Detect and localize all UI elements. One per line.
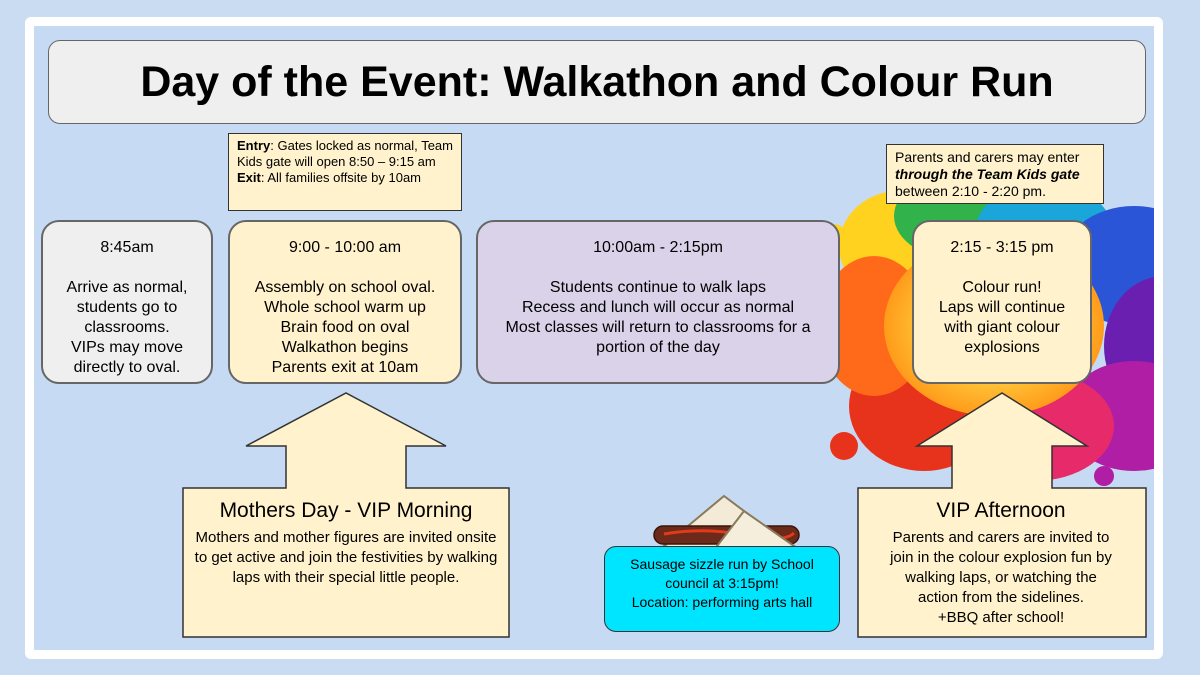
card-line: Brain food on oval (280, 319, 410, 336)
vip-afternoon-title: VIP Afternoon (936, 499, 1066, 522)
card-line: Parents exit at 10am (271, 359, 419, 376)
vip-afternoon-line: +BBQ after school! (937, 609, 1065, 626)
vip-afternoon-line: action from the sidelines. (918, 589, 1084, 606)
sausage-sizzle-line: Location: performing arts hall (631, 594, 813, 610)
card-line: Assembly on school oval. (254, 279, 436, 296)
card-line: classrooms. (84, 319, 170, 336)
card-line: Walkathon begins (281, 339, 409, 356)
card-line: Arrive as normal, (66, 279, 188, 296)
card-line: directly to oval. (73, 359, 181, 376)
card-time: 2:15 - 3:15 pm (950, 239, 1054, 256)
card-line: Laps will continue (938, 299, 1066, 316)
entry-exit-note (228, 133, 462, 211)
card-time: 9:00 - 10:00 am (288, 239, 402, 256)
timeline-card-845 (41, 220, 213, 384)
vip-afternoon-line: join in the colour explosion fun by (890, 549, 1112, 566)
card-line: portion of the day (596, 339, 720, 356)
timeline-card-1000 (476, 220, 840, 384)
page-title: Day of the Event: Walkathon and Colour Run (140, 57, 1054, 106)
mothers-day-title: Mothers Day - VIP Morning (219, 499, 473, 522)
card-line: Whole school warm up (264, 299, 426, 316)
exit-label: Exit (237, 170, 261, 185)
card-line: VIPs may move (70, 339, 184, 356)
card-line: with giant colour (944, 319, 1060, 336)
card-line: Most classes will return to classrooms for a (505, 319, 811, 336)
parents-entry-note (886, 144, 1104, 204)
title-banner (48, 40, 1146, 124)
timeline-card-900 (228, 220, 462, 384)
exit-text: : All families offsite by 10am (260, 170, 422, 185)
card-time: 8:45am (100, 239, 154, 256)
sausage-sizzle-line: Sausage sizzle run by School (630, 556, 814, 572)
slide (25, 17, 1163, 659)
entry-label: Entry (237, 138, 271, 153)
vip-afternoon-line: walking laps, or watching the (905, 569, 1097, 586)
parents-note-line: between 2:10 - 2:20 pm. (895, 183, 1046, 199)
card-line: Students continue to walk laps (549, 279, 767, 296)
parents-note-emphasis: through the Team Kids gate (895, 166, 1080, 182)
parents-note-line: Parents and carers may enter (895, 149, 1080, 165)
timeline-card-215 (912, 220, 1092, 384)
card-line: students go to (76, 299, 178, 316)
vip-afternoon-line: Parents and carers are invited to (892, 529, 1110, 546)
mothers-day-body: Mothers and mother figures are invited onsite to get active and join the festivities by walking laps with their special little people. (194, 529, 498, 586)
card-line: Recess and lunch will occur as normal (521, 299, 795, 316)
card-line: Colour run! (962, 279, 1042, 296)
sausage-sizzle-box (604, 546, 840, 632)
card-time: 10:00am - 2:15pm (593, 239, 723, 256)
entry-text: : Gates locked as normal, Team Kids gate will open 8:50 – 9:15 am (237, 138, 453, 169)
card-line: explosions (964, 339, 1040, 356)
sausage-sizzle-line: council at 3:15pm! (665, 575, 779, 591)
vip-afternoon-body (861, 528, 1141, 628)
